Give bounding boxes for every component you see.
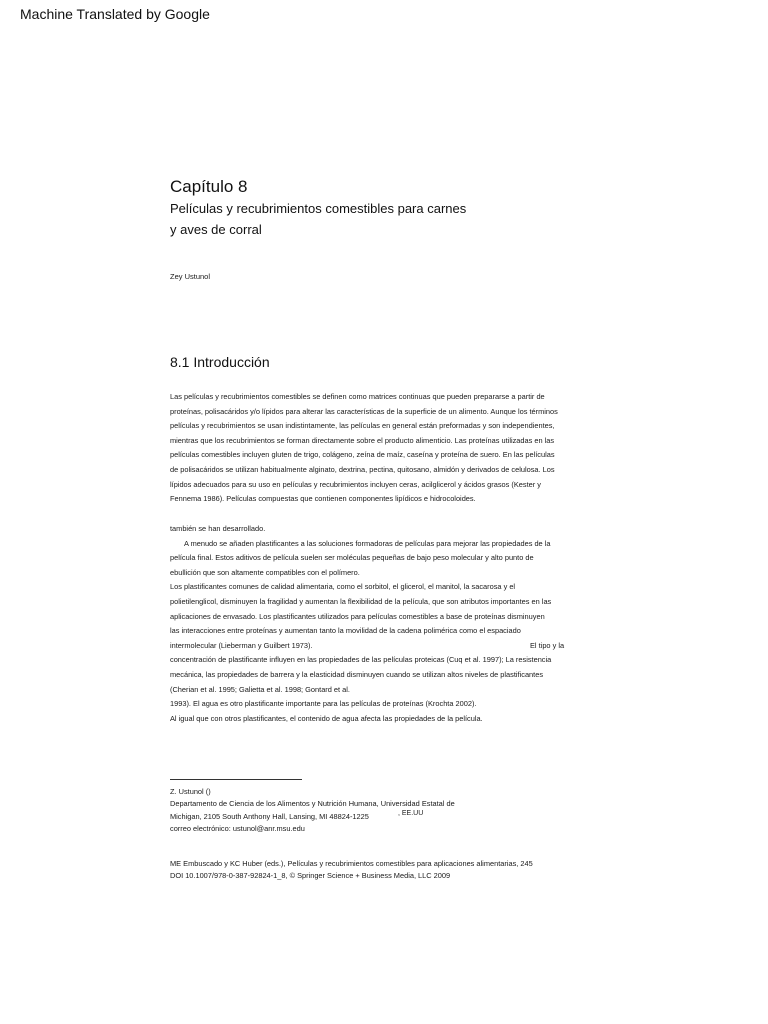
citation-line: DOI 10.1007/978-0-387-92824-1_8, © Springer Science + Business Media, LLC 2009 <box>170 871 451 881</box>
citation-line: ME Embuscado y KC Huber (eds.), Películas y recubrimientos comestibles para aplicaciones alimentarias, 245 <box>170 859 533 868</box>
footnote-line: correo electrónico: ustunol@anr.msu.edu <box>170 824 305 834</box>
chapter-title-line-2: y aves de corral <box>170 222 262 237</box>
footnote-country: , EE.UU <box>398 810 424 817</box>
citation-block <box>170 858 533 883</box>
text-line: películas comestibles incluyen gluten de trigo, colágeno, zeína de maíz, caseína y proteína de suero. En las películas <box>170 450 555 460</box>
body-paragraph-2 <box>170 522 600 726</box>
text-line: concentración de plastificante influyen en las propiedades de las películas proteicas (Cuq et al. 1997); La resistencia <box>170 655 552 665</box>
text-line: A menudo se añaden plastificantes a las soluciones formadoras de películas para mejorar las propiedades de la <box>184 538 551 548</box>
text-line: mecánica, las propiedades de barrera y la elasticidad disminuyen cuando se utilizan altos niveles de plastificantes <box>170 669 544 679</box>
footnote-line: Departamento de Ciencia de los Alimentos y Nutrición Humana, Universidad Estatal de <box>170 799 455 809</box>
text-line: Fennema 1986). Películas compuestas que contienen componentes lipídicos e hidrocoloides. <box>170 494 476 504</box>
footnote-line: Z. Ustunol () <box>170 787 211 796</box>
chapter-label: Capítulo 8 <box>170 177 248 196</box>
text-line: aplicaciones de envasado. Los plastificantes utilizados para películas comestibles a base de proteínas disminuyen <box>170 611 545 621</box>
text-line: mientras que los recubrimientos se forman directamente sobre el producto alimenticio. Las proteínas utilizadas en las <box>170 435 555 445</box>
text-line: las interacciones entre proteínas y aumentan tanto la movilidad de la cadena polimérica como el espaciado <box>170 626 521 636</box>
chapter-author: Zey Ustunol <box>170 272 211 281</box>
text-line: Al igual que con otros plastificantes, el contenido de agua afecta las propiedades de la película. <box>170 713 483 723</box>
footnote-line: Michigan, 2105 South Anthony Hall, Lansing, MI 48824-1225 <box>170 811 369 821</box>
text-line: lípidos adecuados para su uso en películas y recubrimientos incluyen ceras, acilglicerol y ácidos grasos (Kester y <box>170 479 541 489</box>
machine-translation-banner: Machine Translated by Google <box>20 6 210 22</box>
text-line: películas y recubrimientos se usan indistintamente, las películas en general están preformadas y son independientes, <box>170 421 555 431</box>
text-line: película final. Estos aditivos de película suelen ser moléculas pequeñas de bajo peso molecular y alto punto de <box>170 553 534 563</box>
text-line: (Cherian et al. 1995; Galietta et al. 1998; Gontard et al. <box>170 684 350 694</box>
text-line: Los plastificantes comunes de calidad alimentaria, como el sorbitol, el glicerol, el manitol, la sacarosa y el <box>170 582 516 592</box>
text-line: proteínas, polisacáridos y/o lípidos para alterar las características de la superficie de un alimento. Aunque los términos <box>170 406 558 416</box>
footnote-divider <box>170 779 302 780</box>
body-paragraph-1 <box>170 390 600 507</box>
chapter-title-line-1: Películas y recubrimientos comestibles para carnes <box>170 201 467 216</box>
text-line: Las películas y recubrimientos comestibles se definen como matrices continuas que pueden prepararse a partir de <box>170 392 545 401</box>
right-text-fragment: El tipo y la <box>530 641 565 650</box>
text-line: de polisacáridos se utilizan habitualmente alginato, dextrina, pectina, quitosano, almidón y derivados de celulosa. Los <box>170 464 555 474</box>
section-heading: 8.1 Introducción <box>170 354 270 370</box>
text-line: ebullición que son altamente compatibles con el polímero. <box>170 567 360 577</box>
text-line: también se han desarrollado. <box>170 524 266 533</box>
text-line: polietilenglicol, disminuyen la fragilidad y aumentan la flexibilidad de la película, que son atributos importantes en las <box>170 596 552 606</box>
text-line: intermolecular (Lieberman y Guilbert 1973). <box>170 640 313 650</box>
text-line: 1993). El agua es otro plastificante importante para las películas de proteínas (Krochta 2002). <box>170 699 477 709</box>
